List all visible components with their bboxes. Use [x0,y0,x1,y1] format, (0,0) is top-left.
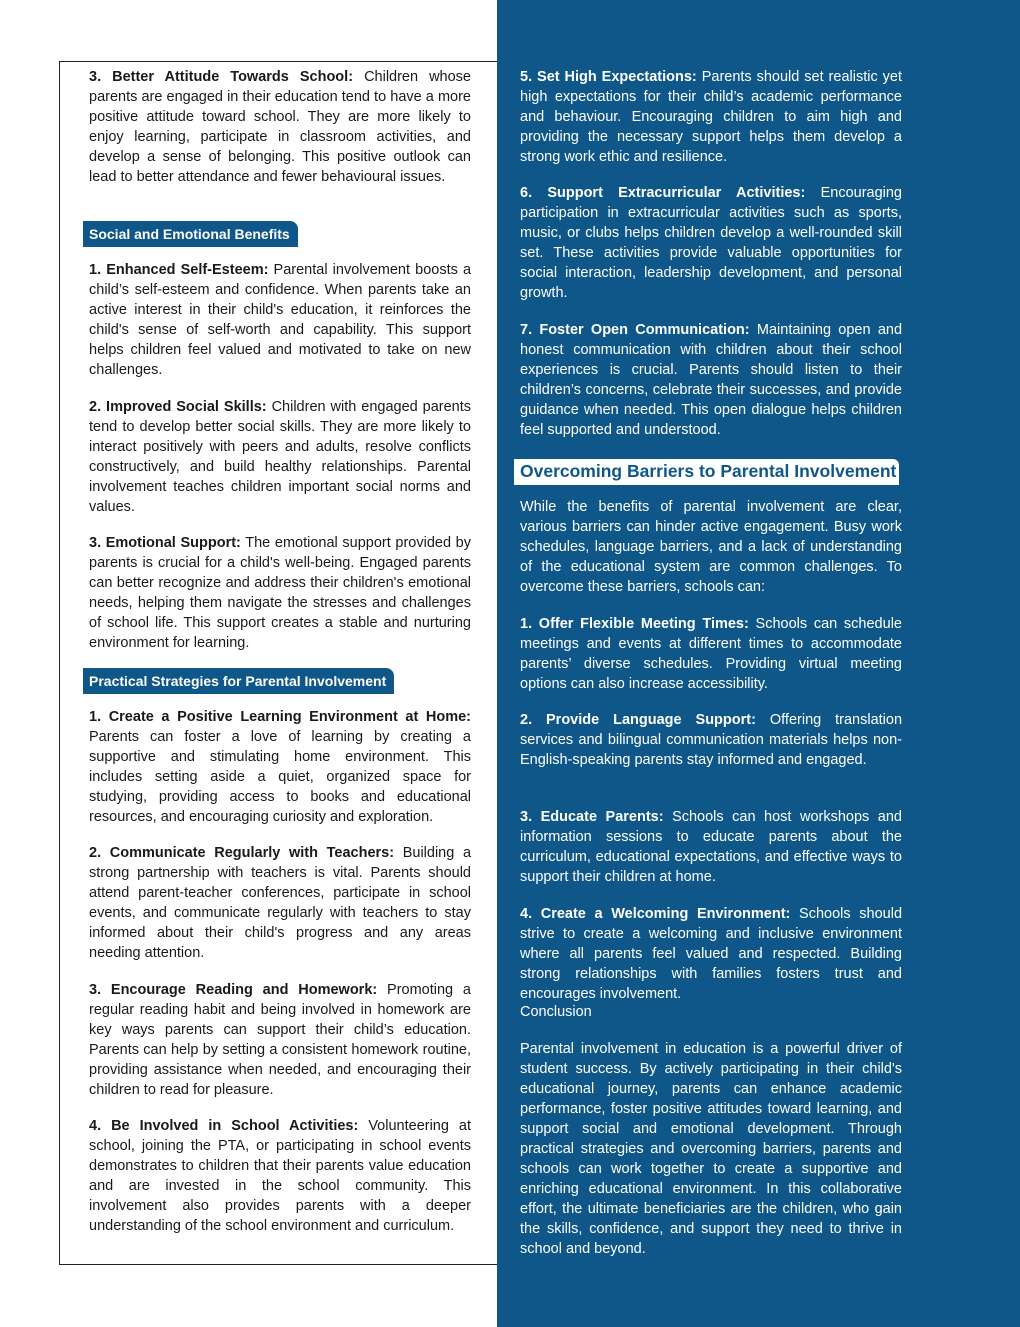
communicate-teachers-item [89,843,471,963]
attitude-item [89,67,471,187]
open-communication-item [520,320,902,440]
item-title: 3. Encourage Reading and Homework: [89,982,378,998]
item-title: 2. Improved Social Skills: [89,399,267,415]
item-text: Offering translation services and bilingual communication materials helps non-English-speaking parents stay informed and engaged. [520,712,903,768]
self-esteem-item [89,260,471,380]
emotional-support-item [89,533,471,653]
item-text: Children whose parents are engaged in their education tend to have a more positive attitude toward school. They are more likely to enjoy learning, participate in classroom activities, and develop a sense of belonging. This positive outlook can lead to better attendance and fewer behavioural issues. [89,69,471,185]
item-text: Parents can foster a love of learning by creating a supportive and stimulating home environment. This includes setting aside a quiet, organized space for studying, providing access to books and educational resources, and encouraging curiosity and exploration. [89,729,471,825]
item-title: 2. Provide Language Support: [520,712,756,728]
item-title: 5. Set High Expectations: [520,69,697,85]
item-text: Schools can schedule meetings and events at different times to accommodate parents’ diverse schedules. Providing virtual meeting options can also increase accessibility. [520,616,902,692]
item-title: 3. Educate Parents: [520,809,664,825]
item-title: 4. Create a Welcoming Environment: [520,906,791,922]
item-text: Schools should strive to create a welcoming and inclusive environment where all parents feel valued and respected. Building strong relationships with families fosters trust and encourages involvement. [520,906,903,1002]
barriers-heading: Overcoming Barriers to Parental Involvement [514,459,899,485]
extracurricular-item [520,183,902,303]
school-activities-item [89,1116,471,1236]
item-title: 4. Be Involved in School Activities: [89,1118,359,1134]
conclusion-text: Parental involvement in education is a powerful driver of student success. By actively participating in their child's educational journey, parents can enhance academic performance, foster positive attitudes toward learning, and support social and emotional development. Through practical strategies and overcoming barriers, parents and schools can work together to create a supportive and enriching educational environment. In this collaborative effort, the ultimate beneficiaries are the children, who gain the skills, confidence, and support they need to thrive in school and beyond. [520,1041,902,1257]
practical-strategies-heading: Practical Strategies for Parental Involvement [83,668,394,694]
item-text: Encouraging participation in extracurricular activities such as sports, music, or clubs helps children develop a well-rounded skill set. These activities provide valuable opportunities for social interaction, leadership development, and personal growth. [520,185,902,301]
educate-parents-item [520,807,902,887]
item-title: 1. Offer Flexible Meeting Times: [520,616,749,632]
item-text: The emotional support provided by parents is crucial for a child's well-being. Engaged parents can better recognize and address their children's emotional needs, helping them navigate the stresses and challenges of school life. This support creates a stable and nurturing environment for learning. [89,535,471,651]
item-text: Parental involvement boosts a child’s self-esteem and confidence. When parents take an active interest in their child's education, it reinforces the child's sense of self-worth and capability. This support helps children feel valued and motivated to take on new challenges. [89,262,472,378]
item-text: Children with engaged parents tend to develop better social skills. They are more likely to interact positively with peers and adults, resolve conflicts constructively, and build healthy relationships. Parental involvement teaches children important social norms and values. [89,399,472,515]
learning-environment-item [89,707,471,827]
social-skills-item [89,397,471,517]
conclusion-heading: Conclusion [520,1004,592,1020]
high-expectations-item [520,67,902,167]
language-support-item [520,710,902,770]
item-title: 1. Create a Positive Learning Environment at Home: [89,709,471,725]
item-text: Schools can host workshops and information sessions to educate parents about the curriculum, educational expectations, and effective ways to support their children at home. [520,809,902,885]
barriers-intro: While the benefits of parental involvement are clear, various barriers can hinder active engagement. Busy work schedules, language barriers, and a lack of understanding of the educational system are common challenges. To overcome these barriers, schools can: [520,499,902,595]
item-title: 1. Enhanced Self-Esteem: [89,262,269,278]
item-title: 6. Support Extracurricular Activities: [520,185,806,201]
flexible-meetings-item [520,614,902,694]
item-title: 2. Communicate Regularly with Teachers: [89,845,395,861]
reading-homework-item [89,980,471,1100]
item-title: 3. Better Attitude Towards School: [89,69,354,85]
item-text: Promoting a regular reading habit and being involved in homework are key ways parents can support their child’s education. Parents can help by setting a consistent homework routine, providing assistance when needed, and encouraging their children to read for pleasure. [89,982,471,1098]
item-text: Volunteering at school, joining the PTA, or participating in school events demonstrates to children that their parents value education and are invested in the school community. This involvement also provides parents with a deeper understanding of the school environment and curriculum. [89,1118,472,1234]
item-text: Maintaining open and honest communication with children about their school experiences is crucial. Parents should listen to their children’s concerns, celebrate their successes, and provide guidance when needed. This open dialogue helps children feel supported and understood. [520,322,903,438]
item-text: Building a strong partnership with teachers is vital. Parents should attend parent-teacher conferences, participate in school events, and communicate regularly with teachers to stay informed about their child's progress and any areas needing attention. [89,845,472,961]
social-emotional-heading: Social and Emotional Benefits [83,221,298,247]
item-title: 3. Emotional Support: [89,535,241,551]
item-title: 7. Foster Open Communication: [520,322,750,338]
welcoming-environment-item [520,904,902,1004]
item-text: Parents should set realistic yet high expectations for their child’s academic performance and behaviour. Encouraging children to aim high and providing the necessary support helps them develop a strong work ethic and resilience. [520,69,902,165]
